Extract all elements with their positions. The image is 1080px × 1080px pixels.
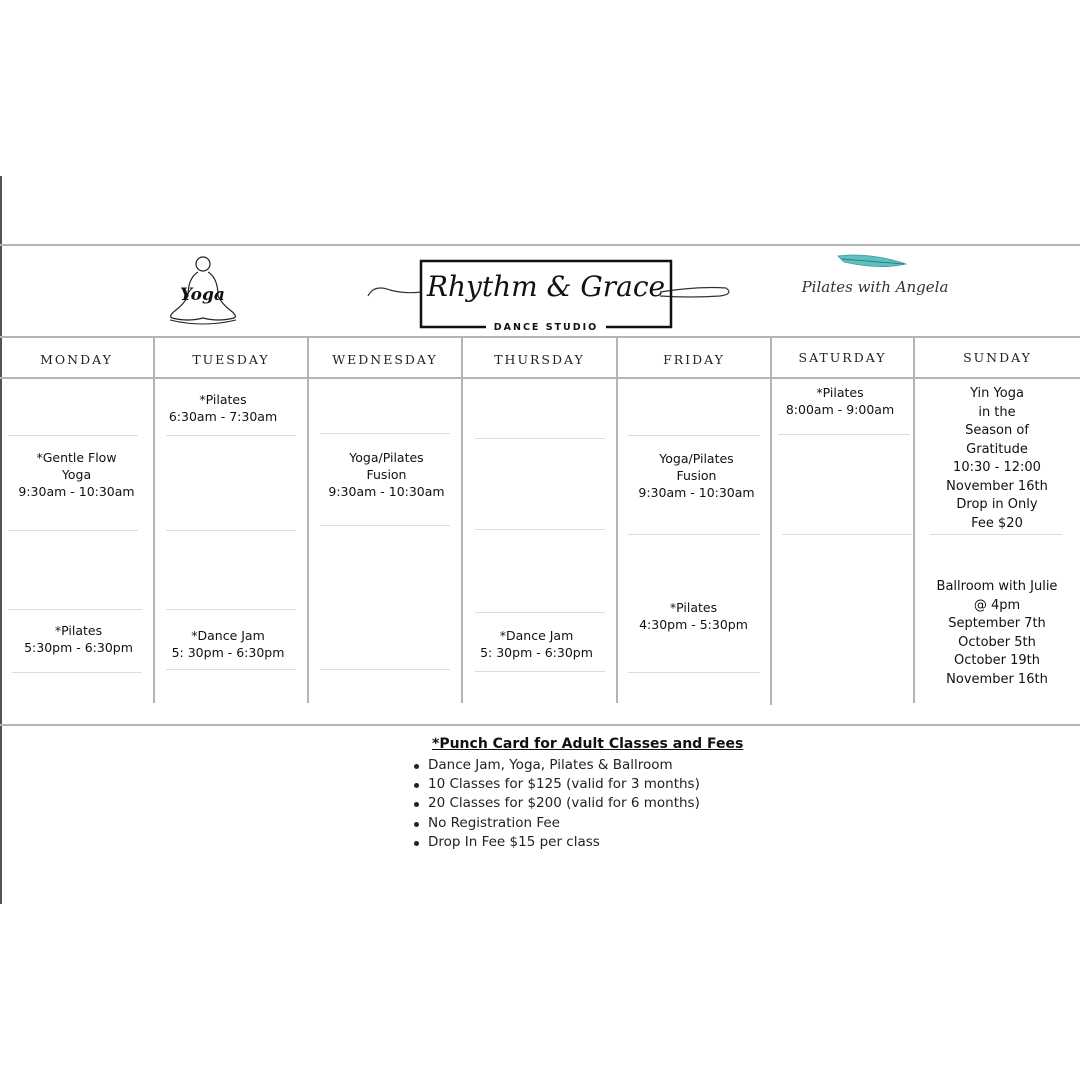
class-sunday-yin-yoga: Yin Yoga in the Season of Gratitude 10:30 - 12:00 November 16th Drop in Only Fee $20 — [946, 386, 1048, 531]
list-item: 20 Classes for $200 (valid for 6 months) — [414, 794, 700, 813]
list-item: No Registration Fee — [414, 814, 700, 833]
cell-divider — [166, 435, 296, 436]
class-monday-pilates: *Pilates 5:30pm - 6:30pm — [24, 623, 133, 655]
class-thursday-dance-jam: *Dance Jam 5: 30pm - 6:30pm — [480, 628, 593, 660]
class-tuesday-dance-jam: *Dance Jam 5: 30pm - 6:30pm — [171, 628, 285, 660]
pilates-logo-text: Pilates with Angela — [801, 278, 949, 296]
cell-divider — [778, 434, 910, 435]
cell-divider — [782, 534, 912, 535]
column-divider — [307, 337, 309, 703]
class-wednesday-yoga-pilates-fusion: Yoga/Pilates Fusion 9:30am - 10:30am — [328, 450, 445, 499]
pilates-logo — [801, 250, 949, 330]
cell-divider — [930, 534, 1062, 535]
cell-divider — [12, 672, 142, 673]
punch-card-list — [414, 756, 700, 852]
cell-divider — [166, 530, 296, 531]
yoga-logo-text: Yoga — [180, 285, 225, 305]
cell-divider — [320, 669, 450, 670]
cell-divider — [475, 671, 605, 672]
class-friday-pilates: *Pilates 4:30pm - 5:30pm — [639, 600, 748, 632]
day-sunday: SUNDAY — [963, 350, 1032, 365]
feather-icon — [838, 255, 906, 267]
class-sunday-ballroom: Ballroom with Julie @ 4pm September 7th October 5th October 19th November 16th — [936, 579, 1058, 687]
left-border — [0, 176, 2, 904]
cell-divider — [475, 612, 605, 613]
day-friday: FRIDAY — [663, 352, 725, 367]
cell-divider — [320, 433, 450, 434]
cell-divider — [8, 530, 138, 531]
class-saturday-pilates: *Pilates 8:00am - 9:00am — [785, 385, 895, 417]
day-saturday: SATURDAY — [798, 350, 887, 365]
cell-divider — [628, 672, 760, 673]
top-border — [0, 244, 1080, 246]
studio-name: Rhythm & Grace — [426, 270, 666, 303]
punch-card-title: *Punch Card for Adult Classes and Fees — [432, 736, 744, 752]
studio-logo — [360, 256, 732, 334]
yoga-logo — [158, 252, 248, 328]
cell-divider — [320, 525, 450, 526]
class-monday-gentle-flow-yoga: *Gentle Flow Yoga 9:30am - 10:30am — [18, 450, 135, 499]
day-tuesday: TUESDAY — [192, 352, 270, 367]
header-divider — [0, 336, 1080, 338]
class-tuesday-pilates: *Pilates 6:30am - 7:30am — [168, 392, 278, 424]
list-item: Dance Jam, Yoga, Pilates & Ballroom — [414, 756, 700, 775]
list-item: 10 Classes for $125 (valid for 3 months) — [414, 775, 700, 794]
column-divider — [616, 337, 618, 703]
cell-divider — [166, 669, 296, 670]
days-divider — [0, 377, 1080, 379]
column-divider — [913, 337, 915, 703]
day-wednesday: WEDNESDAY — [332, 352, 438, 367]
bottom-border — [0, 724, 1080, 726]
cell-divider — [475, 438, 605, 439]
cell-divider — [8, 435, 138, 436]
cell-divider — [475, 529, 605, 530]
day-monday: MONDAY — [40, 352, 113, 367]
cell-divider — [166, 609, 296, 610]
cell-divider — [628, 534, 760, 535]
cell-divider — [8, 609, 142, 610]
list-item: Drop In Fee $15 per class — [414, 833, 700, 852]
cell-divider — [628, 435, 760, 436]
studio-subtitle: DANCE STUDIO — [493, 322, 599, 333]
day-thursday: THURSDAY — [494, 352, 585, 367]
class-friday-yoga-pilates-fusion: Yoga/Pilates Fusion 9:30am - 10:30am — [638, 451, 755, 500]
